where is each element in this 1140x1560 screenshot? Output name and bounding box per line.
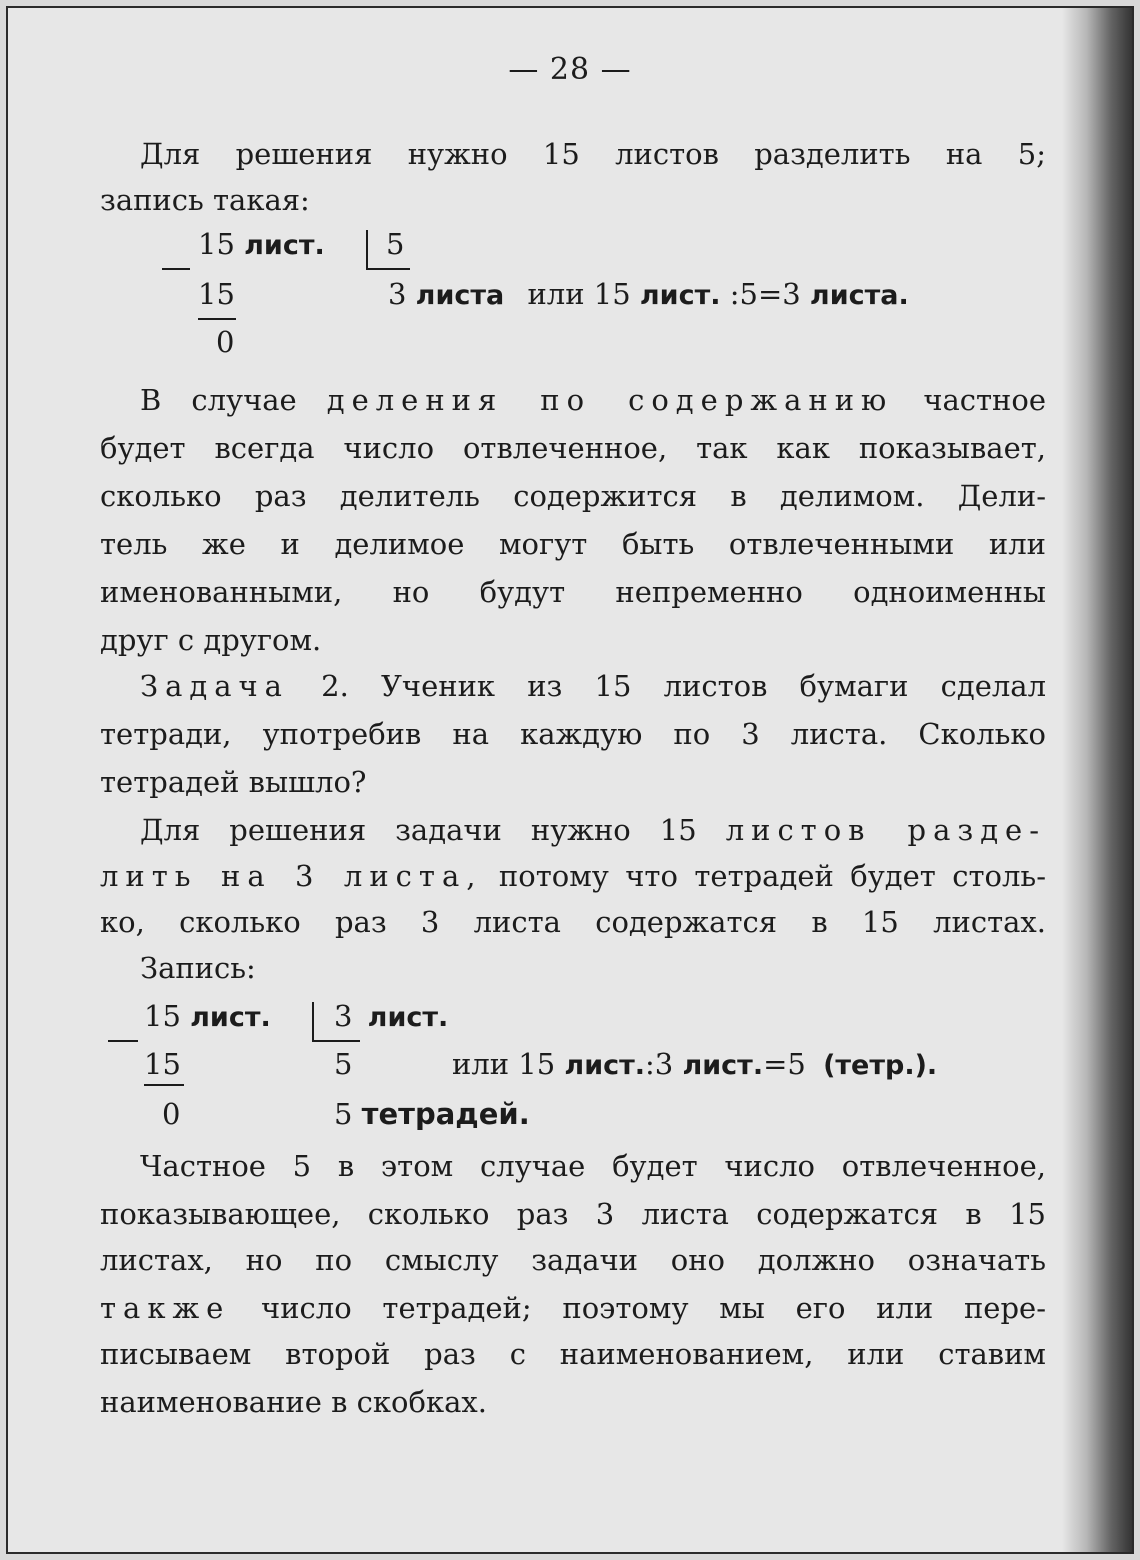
- div2-dividend: 15: [144, 999, 181, 1033]
- div1-divisor: 5: [386, 227, 405, 261]
- para3-line-3: листах, но по смыслу задачи оно должно означать: [100, 1243, 1046, 1277]
- div2-dividend-unit: лист.: [190, 1002, 271, 1033]
- para2-line-1: [140, 806, 1046, 854]
- para3-l4-spaced: также: [100, 1291, 231, 1325]
- div2-expr-mid: :3: [645, 1047, 674, 1081]
- div2-quotient2: 5: [334, 1097, 353, 1131]
- div1-expr-unit: лист.: [639, 280, 721, 311]
- page-spine-shadow: [1062, 8, 1132, 1552]
- para3-line-1: Частное 5 в этом случае будет число отвлеченное,: [140, 1149, 1046, 1183]
- para1-line-2: будет всегда число отвлеченное, так как показывает,: [100, 431, 1046, 465]
- div1-quotient-unit: листа: [415, 280, 505, 311]
- para2-line-3: ко, сколько раз 3 листа содержатся в 15 листах.: [100, 905, 1046, 939]
- para3-l4-b: число тетрадей; поэтому мы его или пере-: [261, 1291, 1046, 1325]
- div2-quotient2-unit: тетрадей.: [361, 1097, 530, 1131]
- div2-subtrahend: 15: [144, 1047, 181, 1081]
- intro-line-1: Для решения нужно 15 листов разделить на 5;: [140, 137, 1046, 171]
- div1-quotient: 3: [388, 277, 407, 311]
- div2-expr-eq: =5: [763, 1047, 806, 1081]
- div1-subtrahend: 15: [198, 277, 235, 311]
- div1-result-line: [388, 274, 909, 316]
- div2-divisor: 3: [334, 999, 353, 1033]
- para2-l2-b: потому что тетрадей будет столь-: [498, 859, 1047, 893]
- div2-expression: [452, 1044, 937, 1086]
- div2-expr-result: (тетр.).: [823, 1050, 938, 1081]
- para1-l1-a: В случае: [140, 383, 297, 417]
- task2-label: Задача: [140, 669, 289, 703]
- div1-divisor-bar: [366, 230, 368, 270]
- div1-dividend-line: [198, 224, 325, 266]
- div2-subtraction-line: [144, 1084, 184, 1086]
- div2-result-line: [334, 1094, 530, 1134]
- div1-dividend: 15: [198, 227, 235, 261]
- div1-dividend-unit: лист.: [244, 230, 325, 261]
- div1-remainder: 0: [216, 325, 235, 359]
- div2-divisor-underline: [312, 1040, 360, 1042]
- para2-line-2: [100, 852, 1046, 900]
- para1-line-1: [140, 376, 1046, 424]
- div2-remainder: 0: [162, 1097, 181, 1131]
- page-number: — 28 —: [508, 52, 632, 87]
- para3-line-5: писываем второй раз с наименованием, или ставим: [100, 1337, 1046, 1371]
- minus-sign: [162, 268, 190, 270]
- div2-expr-unit1: лист.: [564, 1050, 646, 1081]
- para2-l2-spaced: лить на 3 листа,: [100, 859, 483, 893]
- para1-line-3: сколько раз делитель содержится в делимом. Дели-: [100, 479, 1046, 513]
- para1-l1-c: частное: [923, 383, 1047, 417]
- div1-or-text: или 15: [527, 277, 631, 311]
- div2-or-text: или 15: [452, 1047, 556, 1081]
- div2-dividend-line: [144, 996, 271, 1038]
- para1-l1-spaced: деления по содержанию: [326, 383, 894, 417]
- intro-line-2: запись такая:: [100, 183, 310, 217]
- task2-line-3: тетрадей вышло?: [100, 765, 367, 799]
- para2-l1-a: Для решения задачи нужно 15: [140, 813, 697, 847]
- para1-line-6: друг с другом.: [100, 623, 322, 657]
- para3-line-2: показывающее, сколько раз 3 листа содержатся в 15: [100, 1197, 1046, 1231]
- para2-l1-spaced: листов разде-: [725, 813, 1047, 847]
- task2-line-1: [140, 662, 1046, 710]
- para2-line-4: Запись:: [140, 951, 256, 985]
- para3-line-4: [100, 1284, 1046, 1332]
- div2-divisor-unit: лист.: [367, 1002, 449, 1033]
- div2-divisor-line: [334, 996, 448, 1038]
- para1-line-5: именованными, но будут непременно одноименны: [100, 575, 1046, 609]
- div2-divisor-bar: [312, 1002, 314, 1042]
- task2-l1-text: 2. Ученик из 15 листов бумаги сделал: [321, 669, 1046, 703]
- div1-subtraction-line: [198, 318, 236, 320]
- div1-expr-result-unit: листа.: [809, 280, 909, 311]
- para3-line-6: наименование в скобках.: [100, 1385, 487, 1419]
- div1-divisor-underline: [366, 268, 410, 270]
- div1-expr-rest: :5=3: [729, 277, 801, 311]
- div2-quotient: 5: [334, 1047, 353, 1081]
- minus-sign: [108, 1040, 138, 1042]
- para1-line-4: тель же и делимое могут быть отвлеченными или: [100, 527, 1046, 561]
- div2-expr-unit2: лист.: [682, 1050, 764, 1081]
- task2-line-2: тетради, употребив на каждую по 3 листа. Сколько: [100, 717, 1046, 751]
